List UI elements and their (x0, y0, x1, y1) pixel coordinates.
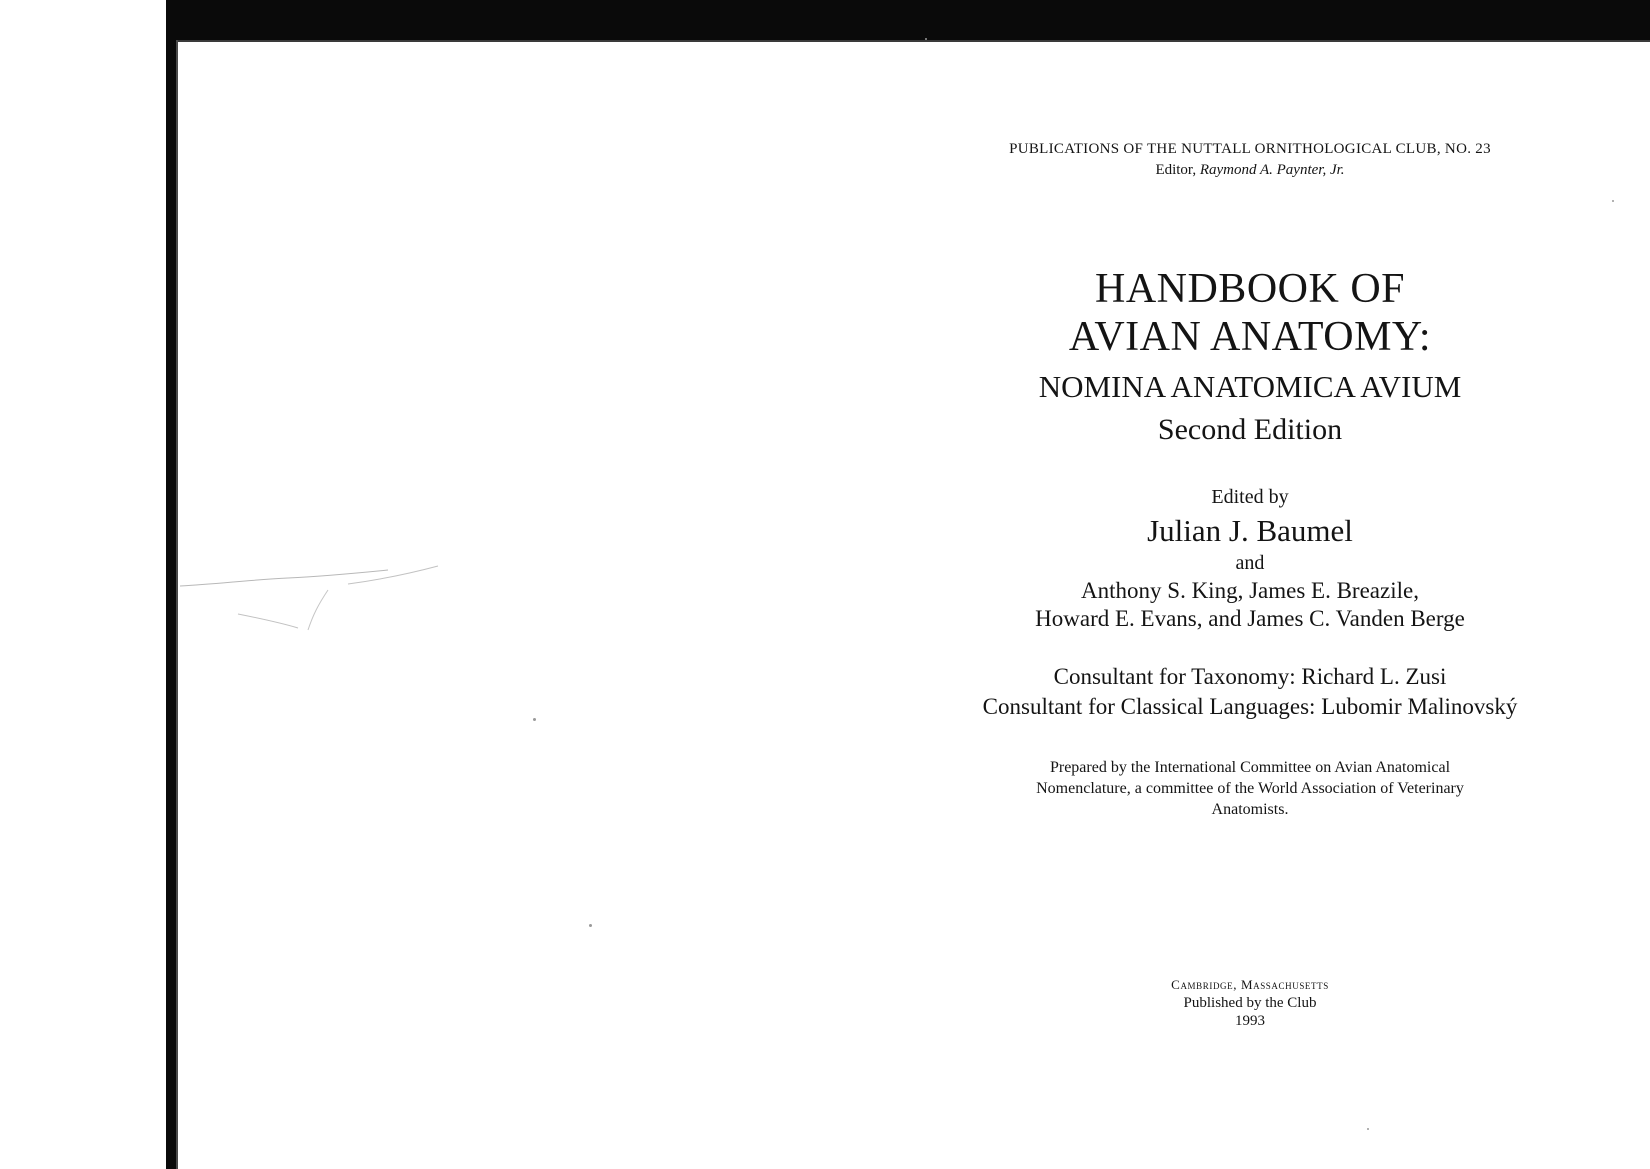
speck (1612, 200, 1614, 202)
coeditors-line-1: Anthony S. King, James E. Breazile, (1081, 578, 1419, 603)
imprint-place: Cambridge, Massachusetts (1171, 977, 1329, 992)
principal-editor: Julian J. Baumel (1147, 513, 1353, 548)
series-editor-name: Raymond A. Paynter, Jr. (1199, 162, 1345, 178)
speck (533, 718, 536, 721)
scan-top-border (166, 0, 1650, 40)
speck (925, 38, 927, 40)
scan-top-border-shadow (166, 40, 1650, 42)
scan-left-border (166, 0, 176, 1169)
title-line-2: AVIAN ANATOMY: (1068, 314, 1432, 360)
title-line-1: HANDBOOK OF (1094, 266, 1406, 312)
imprint-year: 1993 (1235, 1013, 1265, 1029)
and-connector: and (1235, 552, 1265, 574)
series-editor (960, 162, 1540, 179)
speck (589, 924, 592, 927)
consultant-classical-languages: Consultant for Classical Languages: Lubomir Malinovský (982, 694, 1518, 719)
pencil-mark (178, 550, 468, 650)
consultant-taxonomy: Consultant for Taxonomy: Richard L. Zusi (1053, 664, 1447, 689)
coeditors-line-2: Howard E. Evans, and James C. Vanden Berge (1035, 606, 1465, 631)
prepared-by-statement: Prepared by the International Committee on Avian Anatomical Nomenclature, a committee of the World Association of Veterinary Anatomists. (1036, 759, 1464, 818)
speck (1367, 1128, 1369, 1130)
edition: Second Edition (1157, 413, 1343, 446)
edited-by-label: Edited by (1211, 486, 1289, 508)
series-line: PUBLICATIONS OF THE NUTTALL ORNITHOLOGICAL CLUB, NO. 23 (1009, 141, 1491, 157)
subtitle: NOMINA ANATOMICA AVIUM (1038, 369, 1462, 404)
imprint-publisher: Published by the Club (1183, 995, 1317, 1011)
series-editor-prefix: Editor, (1155, 162, 1197, 178)
